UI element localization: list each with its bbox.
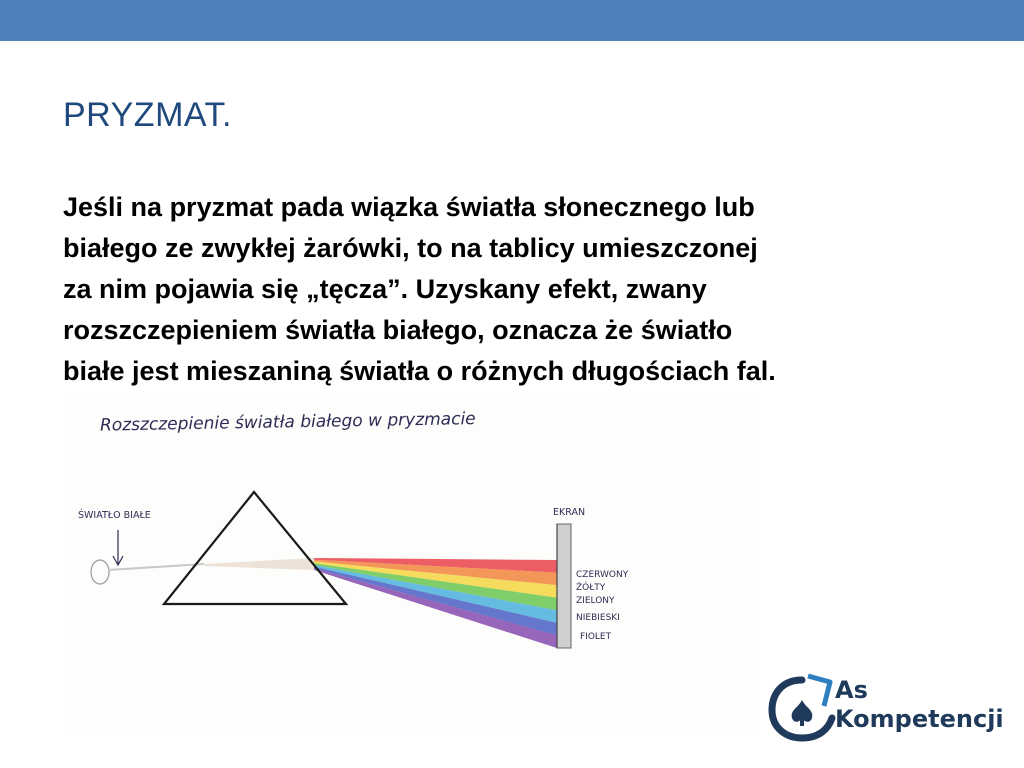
bulb-icon bbox=[91, 560, 109, 584]
color-label-yellow: ŻÓŁTY bbox=[576, 583, 606, 593]
slide-title: PRYZMAT. bbox=[63, 96, 232, 134]
screen-label: EKRAN bbox=[553, 507, 586, 518]
drawing-caption: Rozszczepienie światła białego w pryzmacie bbox=[99, 409, 476, 436]
body-line: Jeśli na pryzmat pada wiązka światła słonecznego lub bbox=[63, 192, 755, 222]
body-line: za nim pojawia się „tęcza”. Uzyskany efekt, zwany bbox=[63, 274, 707, 304]
prism-triangle bbox=[164, 492, 346, 604]
body-paragraph bbox=[63, 187, 1003, 392]
white-light-label: ŚWIATŁO BIAŁE bbox=[78, 510, 151, 521]
drawing-canvas bbox=[64, 392, 754, 734]
prism-dispersion-drawing bbox=[64, 392, 754, 734]
body-line: białego ze zwykłej żarówki, to na tablicy umieszczonej bbox=[63, 233, 758, 263]
top-accent-bar bbox=[0, 0, 1024, 41]
body-line: rozszczepieniem światła białego, oznacza że światło bbox=[63, 315, 733, 345]
color-label-red: CZERWONY bbox=[576, 570, 629, 580]
logo-line-kompetencji: Kompetencji bbox=[835, 705, 1004, 733]
screen-board bbox=[557, 524, 571, 648]
color-label-blue: NIEBIESKI bbox=[576, 613, 620, 623]
color-label-violet: FIOLET bbox=[580, 632, 612, 642]
beam-inside-prism bbox=[204, 558, 314, 570]
body-line: białe jest mieszaniną światła o różnych długościach fal. bbox=[63, 356, 776, 386]
logo-emblem-icon bbox=[768, 672, 838, 744]
incoming-beam bbox=[108, 564, 204, 570]
logo-line-as: As bbox=[835, 676, 868, 704]
color-label-green: ZIELONY bbox=[576, 596, 615, 606]
